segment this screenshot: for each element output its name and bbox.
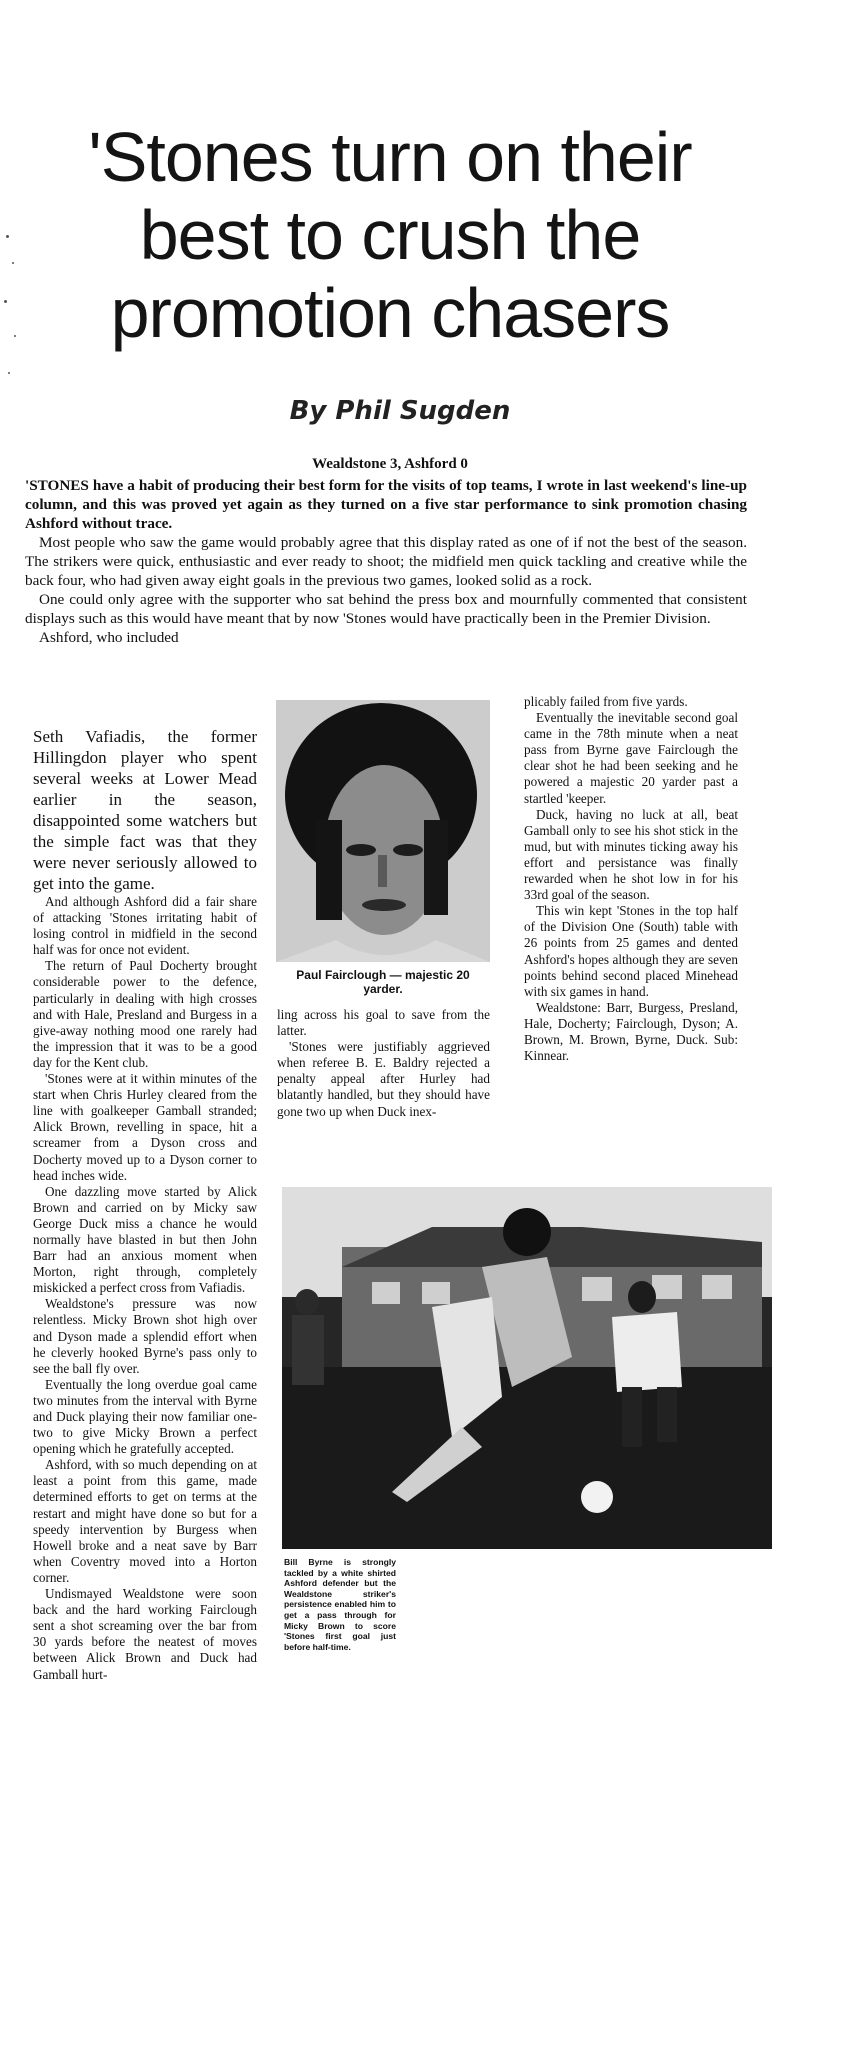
lead-paragraph: Ashford, who included — [39, 629, 179, 646]
column-paragraph: plicably failed from five yards. — [524, 694, 688, 709]
fairclough-photo — [276, 700, 490, 962]
column-paragraph: And although Ashford did a fair share of attacking 'Stones irritating habit of losing control in midfield in the second half was for once not evident. — [33, 894, 257, 958]
scan-speck — [14, 335, 16, 337]
lead-text — [25, 476, 747, 647]
column-paragraph: Eventually the inevitable second goal came in the 78th minute when a neat pass from Byrne gave Fairclough the clear shot he had been seeking and he powered a majestic 20 yarder past a startled 'keeper. — [524, 710, 738, 806]
scan-speck — [12, 262, 14, 264]
column-paragraph: The return of Paul Docherty brought considerable power to the defence, particularly in dealing with high crosses and with Hale, Presland and Burgess in a give-away nothing mood one rarely had the impression that it was to be a good day for the Kent club. — [33, 958, 257, 1070]
column-paragraph: Wealdstone: Barr, Burgess, Presland, Hale, Docherty; Fairclough, Dyson; A. Brown, M. Brown, Byrne, Duck. Sub: Kinnear. — [524, 999, 738, 1064]
headline-line-1: 'Stones turn on their — [88, 118, 692, 196]
lead-paragraph: Most people who saw the game would probably agree that this display rated as one of if not the best of the season. The strikers were quick, enthusiastic and ever ready to shoot; the midfield men quick tackling and creative while the back four, who had given away eight goals in the previous two games, looked solid as a rock. — [25, 534, 747, 589]
action-image — [282, 1187, 772, 1549]
column-paragraph: 'Stones were at it within minutes of the start when Chris Hurley cleared from the line with goalkeeper Gamball stranded; Alick Brown, revelling in space, hit a screamer from a Dyson cross and Docherty moved up to a Dyson corner to head inches wide. — [33, 1071, 257, 1183]
column-1 — [33, 726, 257, 1683]
byline: By Phil Sugden — [289, 396, 511, 426]
lead-paragraph: One could only agree with the supporter who sat behind the press box and mournfully commented that consistent displays such as this would have meant that by now 'Stones would have practically been in the Premier Division. — [25, 591, 747, 627]
column-paragraph: Eventually the long overdue goal came two minutes from the interval with Byrne and Duck playing their now familiar one-two to give Micky Brown a perfect opening which he gratefully accepted. — [33, 1376, 257, 1457]
column-paragraph: Wealdstone's pressure was now relentless. Micky Brown shot high over and Dyson made a splendid effort when he cleverly hooked Byrne's pass only to see the ball fly over. — [33, 1296, 257, 1376]
scan-speck — [8, 372, 10, 374]
headline-line-2: best to crush the — [139, 196, 641, 274]
match-score: Wealdstone 3, Ashford 0 — [312, 456, 468, 472]
photo-2-caption: Bill Byrne is strongly tackled by a white shirted Ashford defender but the Wealdstone striker's persistence enabled him to get a pass through for Micky Brown to score 'Stones first goal just before half-time. — [284, 1557, 396, 1652]
column-paragraph: 'Stones were justifiably aggrieved when referee B. E. Baldry rejected a penalty appeal after Hurley had blatantly handled, but they should have gone two up when Duck inex- — [277, 1039, 490, 1119]
photo-1-caption: Paul Fairclough — majestic 20 yarder. — [296, 968, 470, 996]
headline-line-3: promotion chasers — [110, 274, 670, 352]
lead-paragraph: 'STONES have a habit of producing their best form for the visits of top teams, I wrote in last weekend's line-up column, and this was proved yet again as they turned on a five star performance to sink promotion chasing Ashford without trace. — [25, 477, 747, 532]
column-paragraph: Duck, having no luck at all, beat Gamball only to see his shot stick in the mud, but with minutes ticking away his effort and persistance was finally rewarded when he shot low in for his 33rd goal of the season. — [524, 806, 738, 903]
column-paragraph: This win kept 'Stones in the top half of the Division One (South) table with 26 points from 25 games and dented Ashford's hopes although they are seven points behind second placed Minehead with six games in hand. — [524, 903, 738, 999]
column-paragraph: Seth Vafiadis, the former Hillingdon player who spent several weeks at Lower Mead earlier in the season, disappointed some watchers but the simple fact was that they were never seriously allowed to get into the game. — [33, 727, 257, 893]
scan-speck — [6, 235, 9, 238]
column-1-lead — [33, 726, 257, 894]
match-action-photo — [282, 1187, 772, 1549]
column-2 — [277, 1007, 490, 1120]
scan-speck — [4, 300, 7, 303]
column-paragraph: One dazzling move started by Alick Brown and carried on by Micky saw George Duck miss a chance he would normally have blasted in but then John Barr had an anxious moment when Morton, right through, completely miskicked a perfect cross from Vafiadis. — [33, 1183, 257, 1296]
column-paragraph: Ashford, with so much depending on at least a point from this game, made determined efforts to get on terms at the restart and might have done so but for a speedy intervention by Burgess when Howell broke and a neat save by Barr when Coventry moved into a Horton corner. — [33, 1457, 257, 1585]
portrait-image — [276, 700, 490, 962]
headline — [60, 118, 720, 352]
column-paragraph: ling across his goal to save from the latter. — [277, 1007, 490, 1039]
column-paragraph: Undismayed Wealdstone were soon back and the hard working Fairclough sent a shot screaming over the bar from 30 yards before the neatest of moves between Alick Brown and Duck had Gamball hurt- — [33, 1586, 257, 1682]
column-3 — [524, 694, 738, 1064]
